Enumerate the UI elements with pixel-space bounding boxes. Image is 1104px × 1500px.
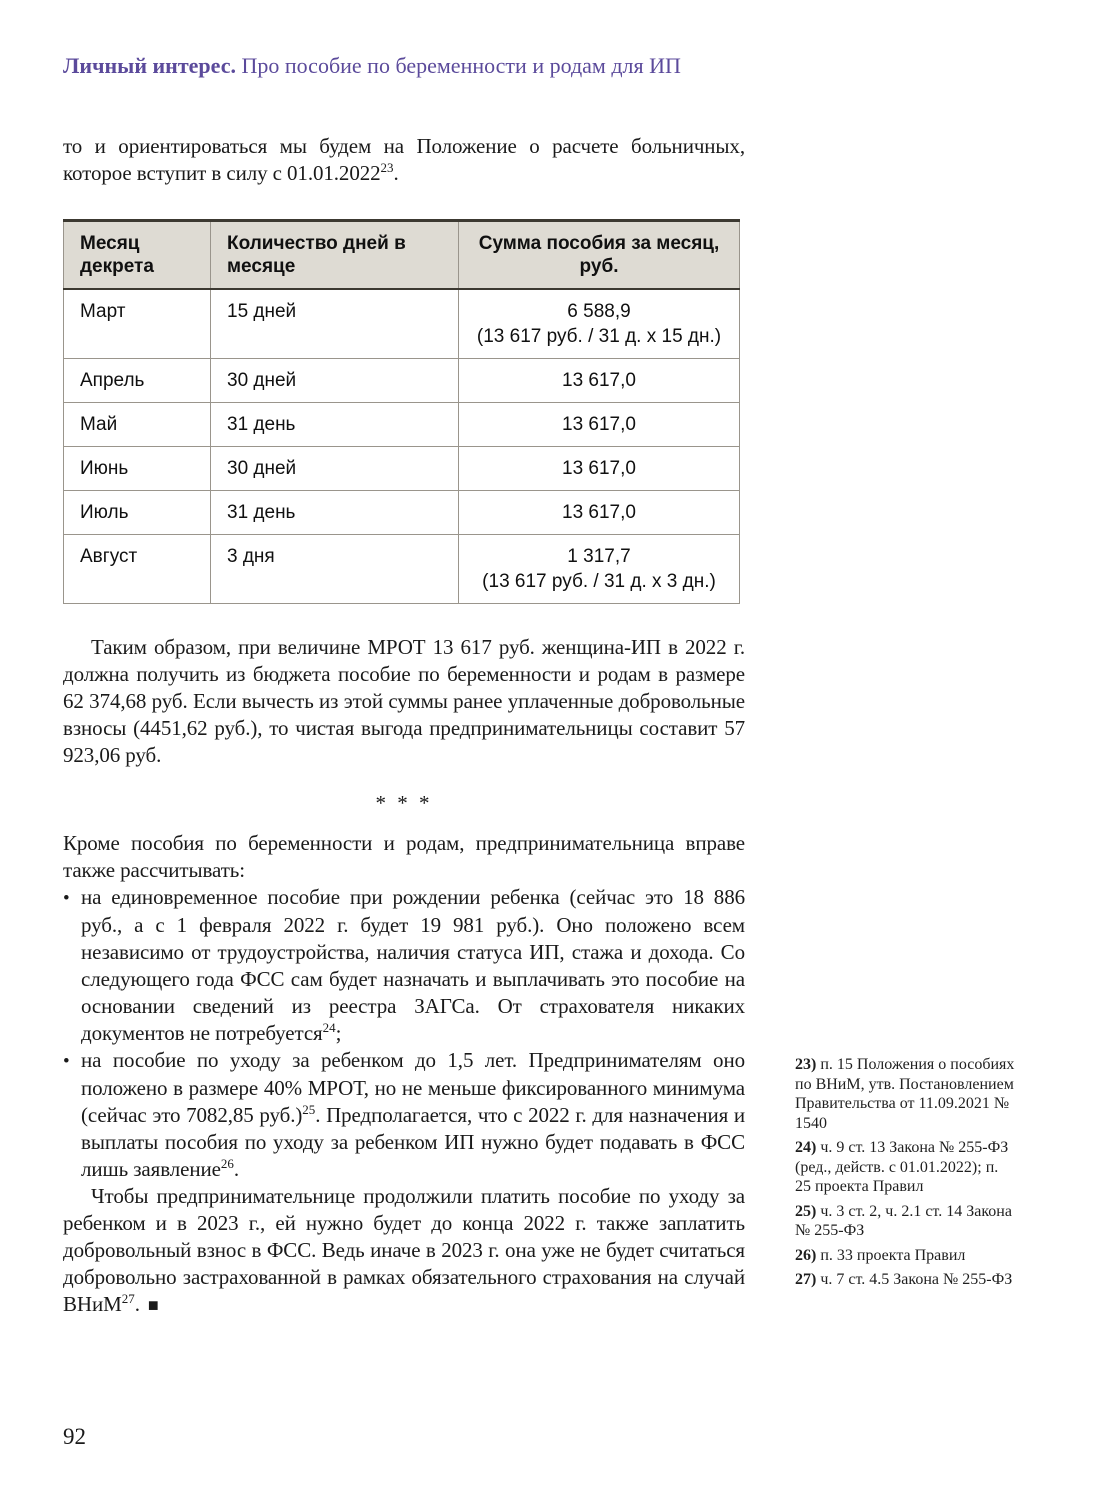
footnote-number: 27): [795, 1271, 817, 1288]
list-item: [63, 884, 745, 1047]
bullet-tail: .: [233, 1157, 239, 1181]
amount-calc: (13 617 руб. / 31 д. x 3 дн.): [482, 571, 716, 592]
footnote-text: п. 15 Положения о пособиях по ВНиМ, утв. Постановлением Правительства от 11.09.2021 № 1540: [795, 1056, 1015, 1132]
footnote-ref-27: 27: [121, 1291, 135, 1306]
amount-cell: [459, 491, 740, 535]
footnote-ref-24: 24: [322, 1020, 336, 1035]
footnote-text: ч. 9 ст. 13 Закона № 255-ФЗ (ред., действ. с 01.01.2022); п. 25 проекта Правил: [795, 1139, 1009, 1195]
table-row: [64, 359, 740, 403]
days-cell: 31 день: [211, 403, 459, 447]
amount-value: 6 588,9: [567, 301, 631, 322]
bullet-icon: •: [63, 888, 70, 909]
intro-text: то и ориентироваться мы будем на Положение о расчете больничных, которое вступит в силу с 01.01.2022: [63, 134, 745, 185]
footnote: [795, 1270, 1015, 1290]
month-cell: Июль: [64, 491, 211, 535]
main-text-column: [63, 133, 745, 1319]
days-cell: 3 дня: [211, 535, 459, 604]
col-header-amount: Сумма пособия за месяц, руб.: [459, 221, 740, 290]
footnote-text: п. 33 проекта Правил: [820, 1246, 966, 1264]
amount-value: 13 617,0: [562, 370, 636, 391]
benefit-table-head: [64, 221, 740, 290]
amount-cell: [459, 447, 740, 491]
benefit-table-body: [64, 289, 740, 604]
intro-tail: .: [393, 161, 399, 185]
page-number: 92: [63, 1424, 86, 1449]
footnote: [795, 1246, 1015, 1266]
header-row: [64, 221, 740, 290]
bullet-text: на единовременное пособие при рождении ребенка (сейчас это 18 886 руб., а с 1 февраля 2022 г. будет 19 981 руб.). Оно положено всем независимо от трудоустройства, наличия статуса ИП, стажа и дохода. Со следующего года ФСС сам будет назначать и выплачивать это пособие на основании сведений из реестра ЗАГСа. От страхователя никаких документов не потребуется: [81, 885, 745, 1045]
margin-footnotes: [795, 1055, 1015, 1295]
days-cell: 31 день: [211, 491, 459, 535]
col-header-month: Месяц декрета: [64, 221, 211, 290]
footnote-ref-23: 23: [380, 160, 394, 175]
amount-value: 1 317,7: [567, 546, 631, 567]
days-cell: 30 дней: [211, 359, 459, 403]
bullet-text: . Предполагается, что с 2022 г. для назначения и выплаты пособия по уходу за ребенком ИП нужно будет подавать в ФСС лишь заявление: [81, 1103, 745, 1181]
amount-value: 13 617,0: [562, 414, 636, 435]
month-cell: Март: [64, 289, 211, 359]
amount-value: 13 617,0: [562, 458, 636, 479]
bullet-text: на пособие по уходу за ребенком до 1,5 лет. Предпринимателям оно положено в размере 40% МРОТ, но не меньше фиксированного минимума (сейчас это 7082,85 руб.): [81, 1048, 745, 1127]
closing-paragraph: [63, 1183, 745, 1319]
summary-paragraph: Таким образом, при величине МРОТ 13 617 руб. женщина-ИП в 2022 г. должна получить из бюджета пособие по беременности и родам в размере 62 374,68 руб. Если вычесть из этой суммы ранее уплаченные добровольные взносы (4451,62 руб.), то чистая выгода предпринимательницы составит 57 923,06 руб.: [63, 635, 745, 767]
closing-tail: .: [134, 1292, 140, 1316]
amount-value: 13 617,0: [562, 502, 636, 523]
table-row: [64, 403, 740, 447]
month-cell: Апрель: [64, 359, 211, 403]
amount-calc: (13 617 руб. / 31 д. x 15 дн.): [476, 326, 722, 347]
col-header-days: Количество дней в месяце: [211, 221, 459, 290]
end-of-article-mark: ■: [147, 1295, 159, 1315]
closing-text: Чтобы предпринимательнице продолжили платить пособие по уходу за ребенком и в 2023 г., ей нужно будет до конца 2022 г. также заплатить добровольный взнос в ФСС. Ведь иначе в 2023 г. она уже не будет считаться добровольно застрахованной в рамках обязательного страхования на случай ВНиМ: [63, 1184, 745, 1316]
article-topic: Про пособие по беременности и родам для ИП: [241, 53, 681, 78]
amount-cell: [459, 289, 740, 359]
footnote-ref-26: 26: [220, 1156, 234, 1171]
footnote: [795, 1055, 1015, 1133]
amount-cell: [459, 535, 740, 604]
section-divider: * * *: [375, 791, 433, 815]
month-cell: Август: [64, 535, 211, 604]
article-header: [63, 52, 763, 80]
extras-intro-paragraph: Кроме пособия по беременности и родам, предпринимательница вправе также рассчитывать:: [63, 831, 745, 882]
footnote: [795, 1138, 1015, 1197]
footnote-number: 24): [795, 1139, 817, 1156]
benefit-table: [63, 219, 740, 604]
footnote-ref-25: 25: [302, 1102, 316, 1117]
list-item: [63, 1047, 745, 1183]
amount-cell: [459, 403, 740, 447]
table-row: [64, 289, 740, 359]
table-row: [64, 491, 740, 535]
table-row: [64, 535, 740, 604]
bullet-icon: •: [63, 1051, 70, 1072]
footnote-number: 25): [795, 1202, 817, 1220]
month-cell: Май: [64, 403, 211, 447]
footnote: [795, 1202, 1015, 1241]
month-cell: Июнь: [64, 447, 211, 491]
amount-cell: [459, 359, 740, 403]
intro-paragraph: [63, 133, 745, 187]
days-cell: 15 дней: [211, 289, 459, 359]
days-cell: 30 дней: [211, 447, 459, 491]
footnote-number: 26): [795, 1246, 817, 1264]
footnote-number: 23): [795, 1056, 817, 1073]
footnote-text: ч. 7 ст. 4.5 Закона № 255-ФЗ: [820, 1271, 1013, 1288]
rubric-title: Личный интерес.: [63, 53, 236, 78]
bullet-tail: ;: [335, 1021, 342, 1045]
footnote-text: ч. 3 ст. 2, ч. 2.1 ст. 14 Закона № 255-ФЗ: [795, 1202, 1012, 1239]
table-row: [64, 447, 740, 491]
